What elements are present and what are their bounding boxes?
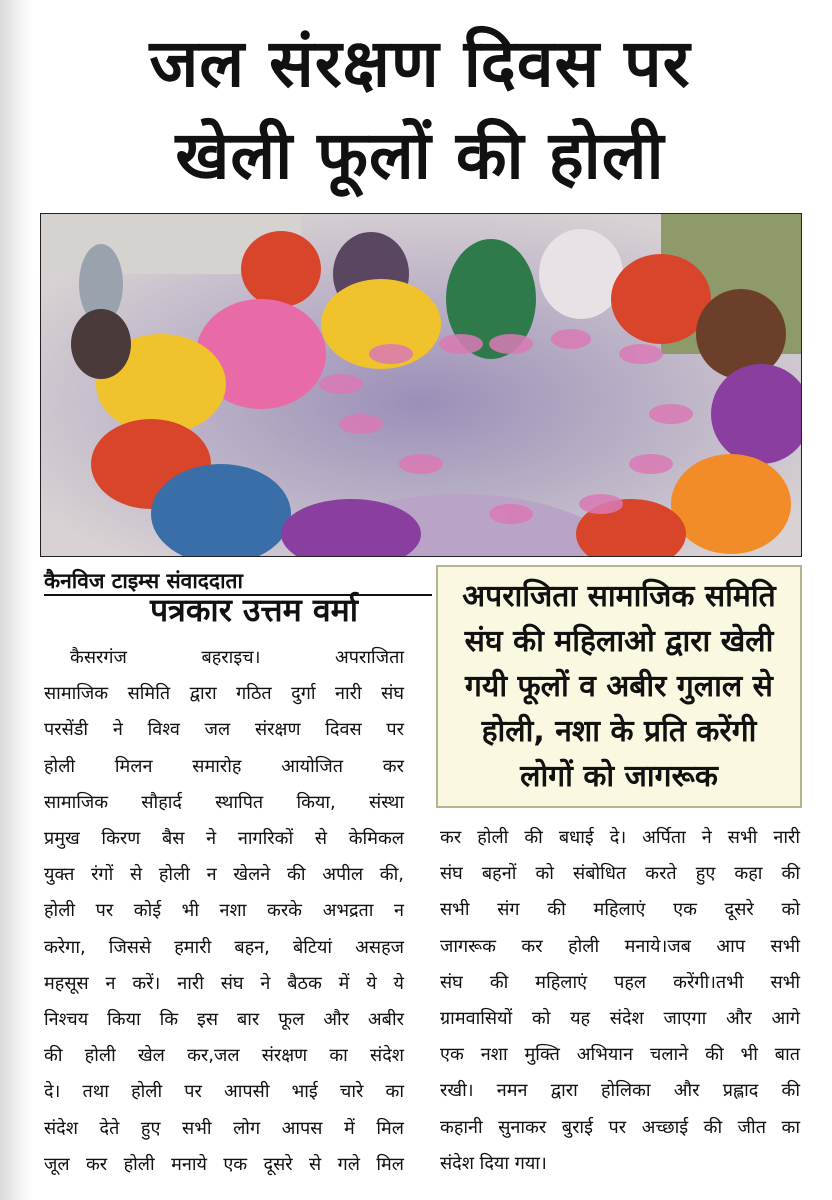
body-line: संघ बहनों को संबोधित करते हुए कहा की [440, 863, 800, 885]
body-line: दे। तथा होली पर आपसी भाई चारे का [44, 1081, 404, 1103]
body-line: कहानी सुनाकर बुराई पर अच्छाई की जीत का [440, 1116, 800, 1138]
body-line: एक नशा मुक्ति अभियान चलाने की भी बात [440, 1044, 800, 1066]
body-line: युक्त रंगों से होली न खेलने की अपील की, [44, 864, 404, 886]
photo-women-circle-holi-icon [41, 214, 801, 556]
highlight-line: गयी फूलों व अबीर गुलाल से [465, 669, 773, 704]
body-line: कैसरगंज बहराइच। अपराजिता [70, 647, 404, 668]
body-line: होली पर कोई भी नशा करके अभद्रता न [44, 900, 404, 922]
highlight-box [436, 565, 802, 808]
highlight-line: लोगों को जागरूक [520, 759, 718, 794]
highlight-line: अपराजिता सामाजिक समिति [462, 579, 776, 614]
headline [40, 18, 800, 202]
body-line: जागरूक कर होली मनाये।जब आप सभी [440, 935, 800, 957]
body-line: होली मिलन समारोह आयोजित कर [44, 755, 404, 777]
body-line: संदेश देते हुए सभी लोग आपस में मिल [44, 1117, 404, 1139]
body-line: ग्रामवासियों को यह संदेश जाएगा और आगे [440, 1008, 800, 1030]
body-line: कर होली की बधाई दे। अर्पिता ने सभी नारी [440, 827, 800, 848]
body-line: की होली खेल कर,जल संरक्षण का संदेश [44, 1045, 404, 1067]
body-line: जूल कर होली मनाये एक दूसरे से गले मिल [44, 1153, 404, 1175]
body-line: प्रमुख किरण बैस ने नागरिकों से केमिकल [44, 828, 404, 850]
highlight-line: होली, नशा के प्रति करेंगी [481, 714, 757, 749]
body-line: निश्चय किया कि इस बार फूल और अबीर [44, 1009, 404, 1031]
article-body-right [440, 820, 800, 1182]
body-line: परसेंडी ने विश्व जल संरक्षण दिवस पर [44, 719, 404, 741]
body-line: सामाजिक समिति द्वारा गठित दुर्गा नारी संघ [44, 683, 404, 705]
body-line: संघ की महिलाएं पहल करेंगी।तभी सभी [440, 971, 800, 993]
page-edge-shadow [0, 0, 34, 1200]
body-line: सभी संग की महिलाएं एक दूसरे को [440, 899, 800, 921]
headline-line-2: खेली फूलों की होली [175, 117, 665, 194]
highlight-line: संघ की महिलाओ द्वारा खेली [464, 624, 774, 659]
body-line: करेगा, जिससे हमारी बहन, बेटियां असहज [44, 936, 404, 958]
byline-reporter: पत्रकार उत्तम वर्मा [150, 591, 359, 629]
body-line: संदेश दिया गया। [440, 1152, 547, 1174]
body-line: महसूस न करें। नारी संघ ने बैठक में ये ये [44, 972, 404, 994]
byline-agency: कैनविज टाइम्स संवाददाता [44, 569, 243, 593]
news-photo [40, 213, 802, 557]
headline-line-1: जल संरक्षण दिवस पर [149, 25, 691, 102]
article-body-left [44, 640, 404, 1183]
body-line: सामाजिक सौहार्द स्थापित किया, संस्था [44, 791, 404, 813]
body-line: रखी। नमन द्वारा होलिका और प्रह्लाद की [440, 1080, 800, 1102]
